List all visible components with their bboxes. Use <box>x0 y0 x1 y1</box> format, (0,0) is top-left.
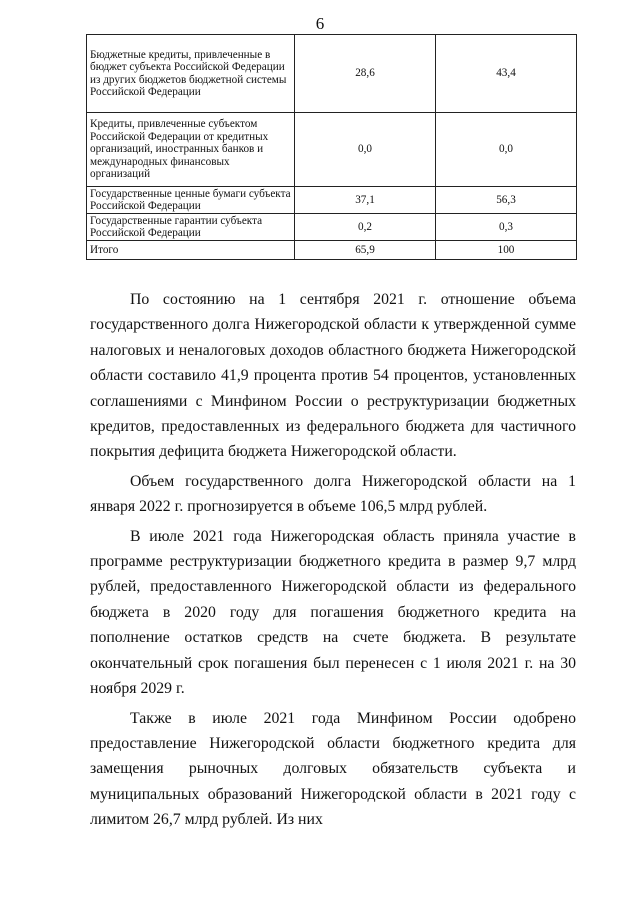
row-value-share: 0,0 <box>436 113 577 187</box>
row-label: Государственные ценные бумаги субъекта Российской Федерации <box>87 187 295 214</box>
table-row <box>87 187 577 214</box>
table-row <box>87 214 577 241</box>
paragraph: Также в июле 2021 года Минфином России одобрено предоставление Нижегородской области бюджетного кредита для замещения рыночных долговых обязательств субъекта и муниципальных образований Нижегородской области в 2021 году с лимитом 26,7 млрд рублей. Из них <box>90 709 576 829</box>
paragraph: В июле 2021 года Нижегородская область приняла участие в программе реструктуризации бюджетного кредита в размер 9,7 млрд рублей, предоставленного Нижегородской области из федерального бюджета в 2020 году для погашения бюджетного кредита на пополнение остатков средств на счете бюджета. В результате окончательный срок погашения был перенесен с 1 июля 2021 г. на 30 ноября 2029 г. <box>90 527 576 698</box>
row-value-amount: 0,2 <box>295 214 436 241</box>
body-text <box>90 287 576 833</box>
row-value-amount: 37,1 <box>295 187 436 214</box>
row-label: Государственные гарантии субъекта Российской Федерации <box>87 214 295 241</box>
paragraph: По состоянию на 1 сентября 2021 г. отношение объема государственного долга Нижегородской области к утвержденной сумме налоговых и неналоговых доходов областного бюджета Нижегородской области составило 41,9 процента против 54 процентов, установленных соглашениями с Минфином России о реструктуризации бюджетных кредитов, предоставленных из федерального бюджета для частичного покрытия дефицита бюджета Нижегородской области. <box>90 291 576 461</box>
paragraph: Объем государственного долга Нижегородской области на 1 января 2022 г. прогнозируется в объеме 106,5 млрд рублей. <box>90 472 576 516</box>
row-value-amount: 65,9 <box>295 241 436 260</box>
row-label: Кредиты, привлеченные субъектом Российской Федерации от кредитных организаций, иностранных банков и международных финансовых организаций <box>87 113 295 187</box>
table-row-total <box>87 241 577 260</box>
row-value-share: 100 <box>436 241 577 260</box>
row-value-share: 0,3 <box>436 214 577 241</box>
row-value-amount: 0,0 <box>295 113 436 187</box>
row-value-share: 43,4 <box>436 35 577 113</box>
row-label: Итого <box>87 241 295 260</box>
debt-structure-table <box>86 34 577 260</box>
table-row <box>87 35 577 113</box>
row-label: Бюджетные кредиты, привлеченные в бюджет субъекта Российской Федерации из других бюджетов бюджетной системы Российской Федерации <box>87 35 295 113</box>
page-number: 6 <box>315 14 325 33</box>
row-value-amount: 28,6 <box>295 35 436 113</box>
table-row <box>87 113 577 187</box>
row-value-share: 56,3 <box>436 187 577 214</box>
